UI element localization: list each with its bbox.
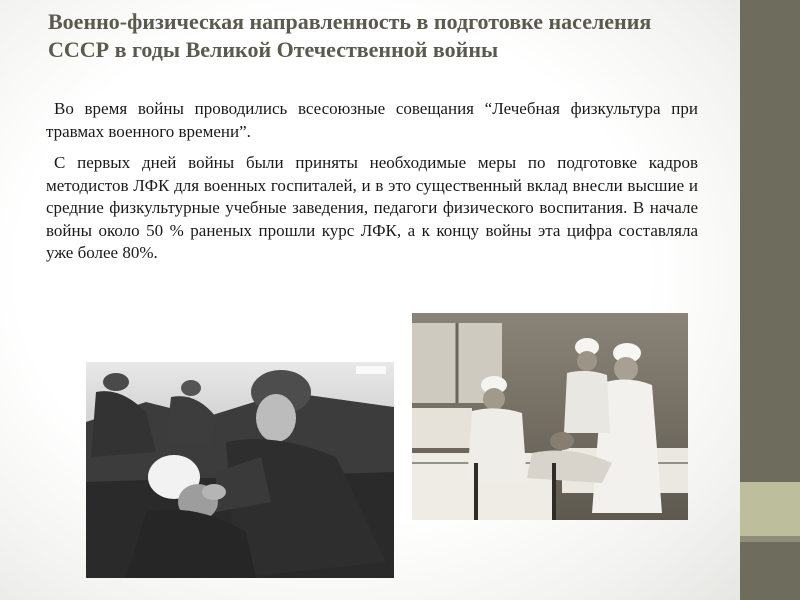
- photo-field-medic: [86, 362, 394, 578]
- paragraph-conferences: Во время войны проводились всесоюзные совещания “Лечебная физкультура при травмах военного времени”.: [46, 99, 698, 141]
- paragraph-training: С первых дней войны были приняты необходимые меры по подготовке кадров методистов ЛФК для военных госпиталей, и в это существенный вклад внесли высшие и средние физкультурные учебные заведения, педагоги физического воспитания. В начале войны около 50 % раненых прошли курс ЛФК, а к концу войны эта цифра составляла уже более 80%.: [46, 153, 698, 262]
- side-bar-accent-stripe: [740, 536, 800, 542]
- side-bar-accent: [740, 482, 800, 536]
- photo-hospital-ward: [412, 313, 688, 520]
- slide-title: Военно-физическая направленность в подготовке населения СССР в годы Великой Отечественной войны: [48, 9, 652, 62]
